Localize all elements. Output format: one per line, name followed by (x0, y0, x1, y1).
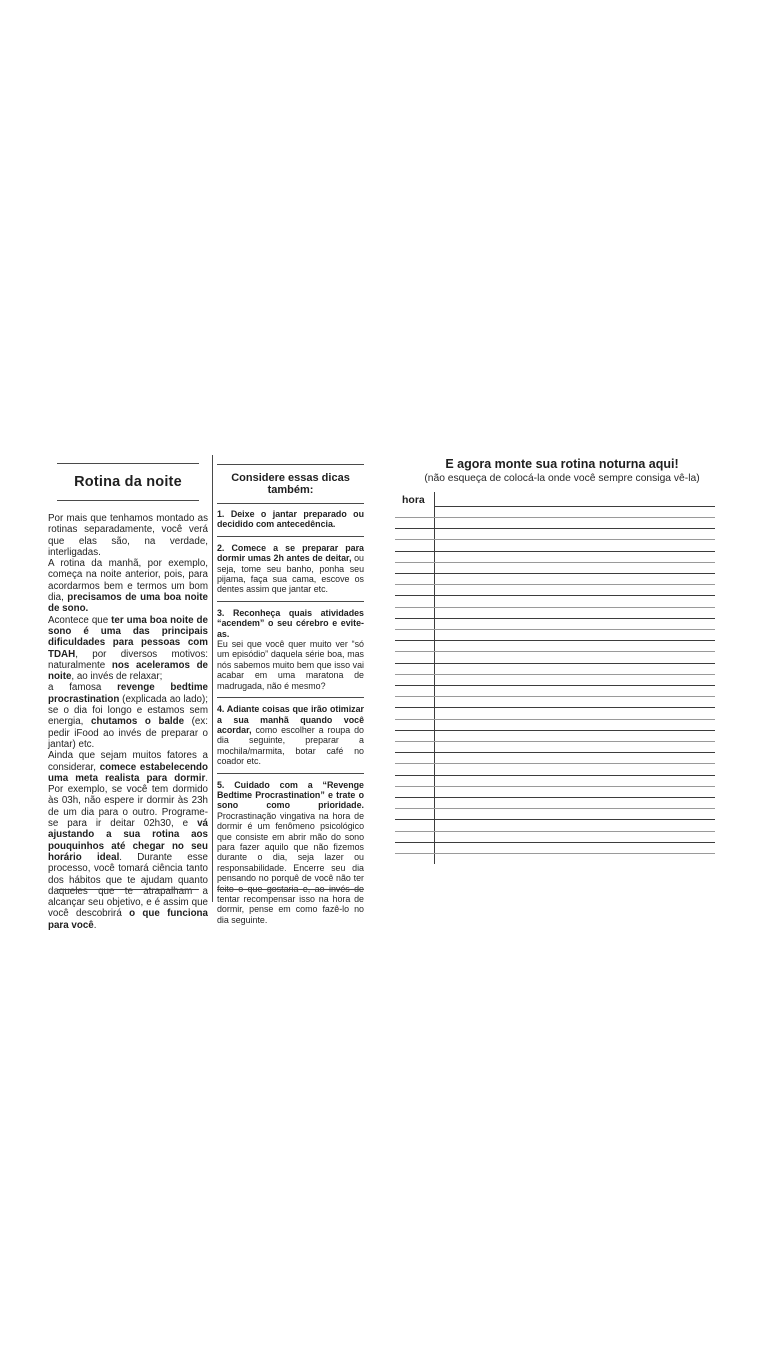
bold-text-run: 5. Cuidado com a “Revenge Bedtime Procrastination” e trate o sono como prioridade. (217, 779, 364, 811)
divider-line (217, 536, 364, 537)
tips-column (217, 455, 364, 925)
table-row-line (395, 842, 715, 843)
table-row-line (395, 797, 715, 798)
routine-builder-subtitle: (não esqueça de colocá-la onde você sempre consiga vê-la) (424, 473, 700, 484)
table-row-line (395, 696, 715, 697)
paragraph (48, 682, 208, 750)
bold-text-run: vá ajustando a sua rotina aos pouquinhos até chegar no seu horário ideal (48, 818, 208, 863)
table-row-line (395, 607, 715, 608)
text-run: (ex: pedir iFood ao invés de preparar o jantar) etc. (48, 716, 208, 750)
table-row-line (395, 573, 715, 574)
divider-line (217, 889, 364, 890)
table-row-line (395, 819, 715, 820)
paragraph (217, 780, 364, 926)
hour-column-header: hora (402, 494, 425, 506)
divider-line (57, 500, 199, 501)
column-divider (212, 455, 213, 902)
tips-list (217, 509, 364, 925)
text-run: . Durante esse processo, você tomará ciência tanto dos hábitos que te ajudam quanto daqueles que te atrapalham a alcançar seu objetivo, e é assim que você descobrirá (48, 851, 208, 920)
table-row-line (395, 640, 715, 641)
paragraph (48, 558, 208, 614)
text-run: . Por exemplo, se você tem dormido às 03h, não espere ir dormir às 23h de um dia para o outro. Programe-se para ir deitar 02h30, e (48, 772, 208, 830)
bold-text-run: 2. Comece a se preparar para dormir umas 2h antes de deitar, (217, 542, 364, 564)
bold-text-run: comece estabelecendo uma meta realista para dormir (48, 761, 208, 784)
tip-item (217, 608, 364, 691)
tips-title: Considere essas dicas também: (231, 472, 350, 496)
table-row-line (395, 629, 715, 630)
paragraph (217, 639, 364, 691)
bold-text-run: nos aceleramos de noite (48, 659, 209, 683)
page-title: Rotina da noite (74, 474, 182, 490)
table-row-line (395, 741, 715, 742)
bold-text-run: 4. Adiante coisas que irão otimizar a sua manhã quando você acordar, (217, 704, 364, 735)
routine-builder-title: E agora monte sua rotina noturna aqui! (445, 457, 679, 471)
bold-text-run: precisamos de uma boa noite de sono. (48, 592, 208, 615)
table-row-line (395, 775, 715, 776)
text-run: Procrastinação vingativa na hora de dormir é um fenômeno psicológico que consiste em abrir mão do sono para fazer aquilo que não fizemos durante o dia, seja lazer ou responsabilidade. Encerre seu dia pensando no porquê de você não ter feito o que gostaria e, ao invés de tentar recompensar isso na hora de dormir, pense em como fazê-lo no dia seguinte. (217, 810, 364, 925)
routine-builder-column (395, 455, 715, 864)
text-run: , por diversos motivos: naturalmente (48, 648, 208, 671)
table-row-line (395, 595, 715, 596)
table-row-line (395, 651, 715, 652)
table-row-line (395, 551, 715, 552)
tip-item (217, 780, 364, 926)
text-run: Eu sei que você quer muito ver “só um episódio” daquela série boa, mas nós sabemos muito bem que isso vai acabar em uma maratona de madrugada, não é mesmo? (217, 639, 364, 691)
divider-line (217, 697, 364, 698)
table-row-line (395, 618, 715, 619)
divider-line (217, 601, 364, 602)
text-run: Acontece que (48, 614, 112, 626)
bold-text-run: chutamos o balde (91, 716, 185, 728)
paragraph (48, 750, 208, 931)
paragraph (48, 615, 208, 683)
bold-text-run: 3. Reconheça quais atividades “acendem” o seu cérebro e evite-as. (217, 607, 364, 639)
paragraph (217, 543, 364, 595)
night-routine-column (48, 455, 209, 931)
bold-text-run: o que funciona para você (48, 908, 208, 931)
table-row-line (395, 517, 715, 518)
bold-text-run: ter uma boa noite de sono é uma das principais dificuldades para pessoas com TDAH (48, 614, 208, 660)
text-run: (explicada ao lado); se o dia foi longo e estamos sem energia, (48, 693, 208, 728)
table-row-line (395, 808, 715, 809)
table-row-line (395, 685, 715, 686)
text-run: A rotina da manhã, por exemplo, começa na noite anterior, pois, para acordarmos bem e termos um bom dia, (48, 558, 208, 604)
table-row-line (395, 831, 715, 832)
left-body (48, 513, 208, 931)
routine-table (395, 492, 715, 864)
text-run: a famosa (48, 682, 118, 694)
divider-line (57, 889, 199, 890)
table-row-line (395, 528, 715, 529)
table-row-line (395, 719, 715, 720)
divider-line (217, 503, 364, 504)
text-run: como escolher a roupa do dia seguinte, preparar a mochila/marmita, botar café no coador etc. (217, 724, 364, 767)
tip-item (217, 543, 364, 595)
paragraph (217, 509, 364, 530)
tip-item (217, 704, 364, 766)
table-row-line (395, 730, 715, 731)
paragraph (217, 608, 364, 639)
table-row-line (395, 853, 715, 854)
text-run: ou seja, tome seu banho, ponha seu pijama, faça sua cama, escove os dentes assim que jantar etc. (217, 553, 364, 595)
bold-text-run: 1. Deixe o jantar preparado ou decidido com antecedência. (217, 509, 364, 530)
divider-line (57, 463, 199, 464)
table-row-line (395, 786, 715, 787)
tip-item (217, 509, 364, 530)
table-row-line (395, 763, 715, 764)
text-run: Ainda que sejam muitos fatores a considerar, (48, 750, 208, 773)
table-row-line (395, 562, 715, 563)
table-row-line (395, 663, 715, 664)
divider-line (217, 464, 364, 465)
paragraph (217, 704, 364, 766)
text-run: Por mais que tenhamos montado as rotinas separadamente, você verá que elas são, na verdade, interligadas. (48, 513, 208, 558)
table-row-line (395, 584, 715, 585)
text-run: , ao invés de relaxar; (71, 671, 163, 683)
table-row-line (434, 506, 715, 507)
table-row-line (395, 674, 715, 675)
table-row-line (395, 707, 715, 708)
text-run: . (93, 919, 97, 931)
paragraph (48, 513, 208, 558)
divider-line (217, 773, 364, 774)
table-row-line (395, 539, 715, 540)
table-row-line (395, 752, 715, 753)
bold-text-run: revenge bedtime procrastination (48, 682, 208, 705)
